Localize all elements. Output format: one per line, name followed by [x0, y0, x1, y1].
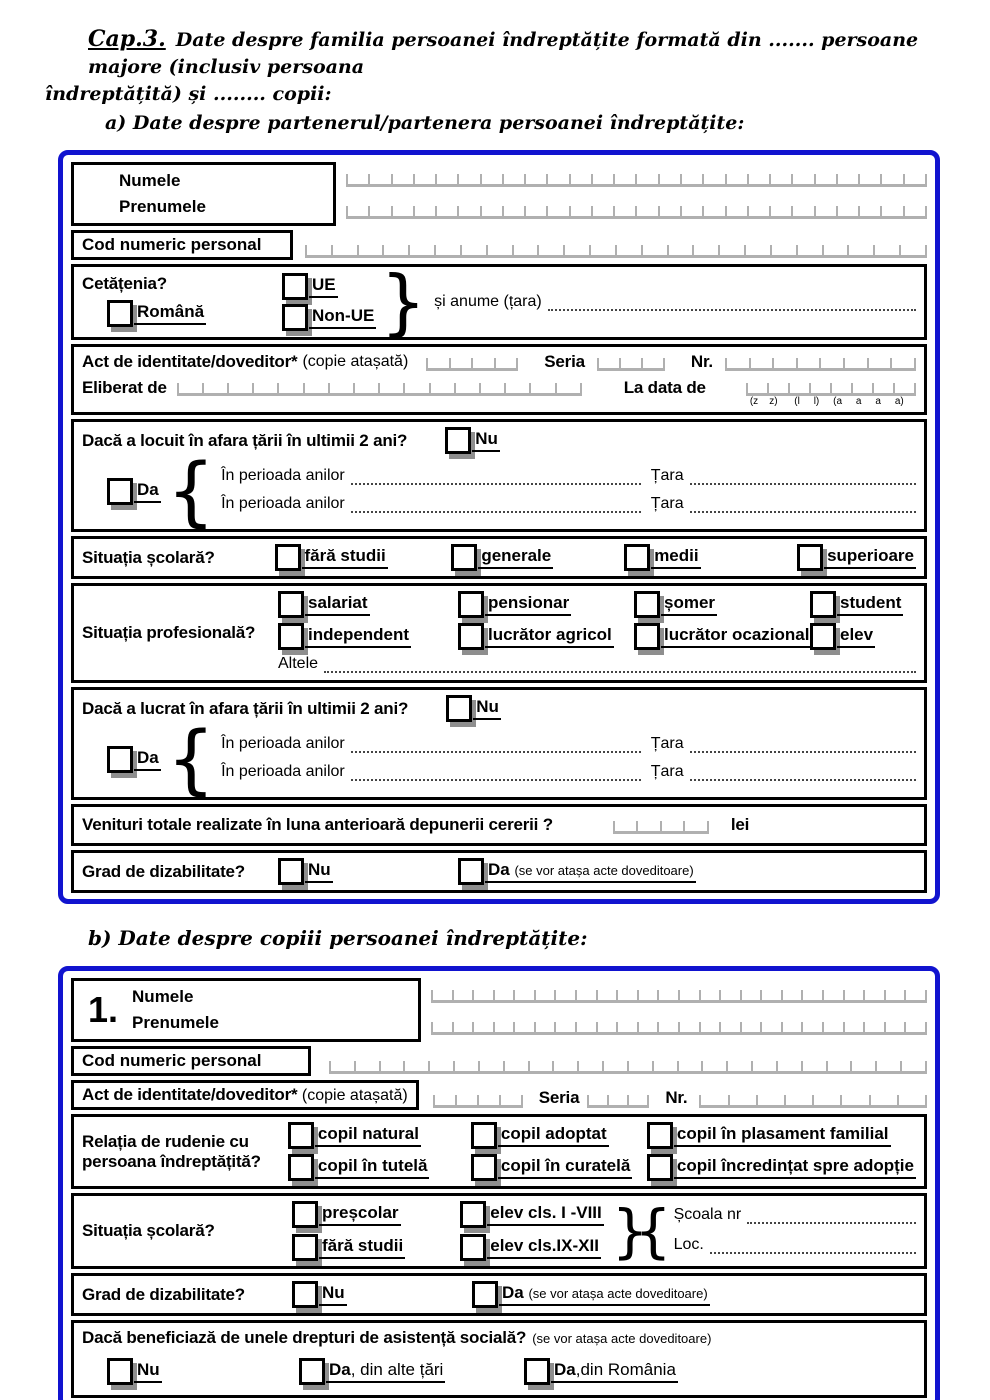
- social-yes-other-checkbox[interactable]: [299, 1358, 325, 1385]
- cnp-label: Cod numeric personal: [82, 1051, 262, 1070]
- name-label: Numele: [119, 171, 181, 190]
- id-doc-label: Act de identitate/doveditor*: [82, 352, 298, 371]
- option-label-rest: , din alte țări: [350, 1360, 444, 1379]
- chapter-text-line2: îndreptățită) și ........ copii:: [45, 83, 332, 105]
- disability-no-checkbox[interactable]: [278, 858, 304, 885]
- income-cells[interactable]: [613, 816, 709, 834]
- child-relation-section: [71, 1114, 927, 1189]
- surname-label: Prenumele: [119, 197, 206, 216]
- country-write-in[interactable]: [690, 500, 916, 513]
- copil-curatela-checkbox[interactable]: [471, 1154, 497, 1181]
- at-date-label: La data de: [623, 378, 706, 397]
- period-label: În perioada anilor: [221, 763, 345, 780]
- period-write-in[interactable]: [351, 472, 641, 485]
- country-label: Țara: [650, 735, 684, 752]
- disability-yes-option: [458, 858, 696, 885]
- school-label: Școala nr: [673, 1206, 742, 1223]
- option-label-rest: ,din România: [575, 1360, 676, 1379]
- education-option-2: [624, 544, 797, 571]
- elev-1-8-checkbox[interactable]: [460, 1201, 486, 1228]
- option-label: copil în plasament familial: [674, 1124, 891, 1147]
- partner-name-labels: [71, 162, 336, 226]
- country-label: Țara: [650, 467, 684, 484]
- id-doc-line1: [82, 352, 916, 372]
- chapter-text-line1: Date despre familia persoanei îndreptățite formată din ....... persoane majore (inclusiv persoana: [88, 29, 919, 78]
- country-note-label: și anume (țara): [434, 293, 542, 310]
- lived-abroad-question: Dacă a locuit în afara țării în ultimii 2 ani?: [82, 430, 408, 450]
- period-write-in[interactable]: [351, 740, 641, 753]
- worked-abroad-yes-checkbox[interactable]: [107, 746, 133, 773]
- disability-no-checkbox[interactable]: [292, 1281, 318, 1308]
- pensionar-checkbox[interactable]: [458, 591, 484, 618]
- social-question: Dacă beneficiază de unele drepturi de asistență socială?: [82, 1328, 527, 1347]
- education-option-0: [275, 544, 452, 571]
- non-ue-checkbox[interactable]: [282, 304, 308, 331]
- date-field: [746, 378, 916, 407]
- option-label: lucrător ocazional: [661, 625, 811, 648]
- lucrator-agricol-checkbox[interactable]: [458, 623, 484, 650]
- country-label: Țara: [650, 495, 684, 512]
- relation-question-line1: Relația de rudenie cu: [82, 1131, 249, 1151]
- option-label: fără studii: [319, 1236, 405, 1259]
- disability-yes-checkbox[interactable]: [472, 1281, 498, 1308]
- child-id-doc-label-box: [71, 1080, 419, 1110]
- plasament-familial-checkbox[interactable]: [647, 1122, 673, 1149]
- school-line: [674, 1206, 916, 1224]
- worked-abroad-no-checkbox[interactable]: [446, 695, 472, 722]
- partner-name-row: [71, 162, 927, 226]
- partner-disability-section: [71, 850, 927, 893]
- social-yes-ro-option: [524, 1358, 678, 1385]
- altele-write-in[interactable]: [324, 660, 916, 673]
- period-line-1: [221, 735, 916, 753]
- relation-options: [288, 1122, 916, 1181]
- partner-income-section: [71, 804, 927, 846]
- option-label: copil în curatelă: [498, 1156, 632, 1179]
- social-yes-other-option: [299, 1358, 524, 1385]
- profession-other-line: [278, 655, 916, 673]
- relation-row-2: [288, 1154, 916, 1181]
- ue-label: UE: [309, 275, 338, 298]
- surname-input-cells[interactable]: [431, 1017, 927, 1035]
- partner-box: [58, 150, 940, 904]
- citizenship-left: [82, 274, 282, 331]
- child-id-doc-row: [71, 1080, 927, 1110]
- income-question: Venituri totale realizate în luna anterioară depunerii cererii ?: [82, 815, 553, 834]
- option-label: copil încredințat spre adopție: [674, 1156, 916, 1179]
- section-a-title: a) Date despre partenerul/partenera persoanei îndreptățite:: [105, 112, 745, 134]
- id-doc-type-cells[interactable]: [426, 353, 518, 371]
- name-input-cells[interactable]: [431, 985, 927, 1003]
- profession-row-1: [278, 591, 916, 618]
- citizenship-brace: }: [380, 260, 427, 344]
- option-label: elev cls.IX-XII: [487, 1236, 601, 1259]
- option-label: șomer: [661, 593, 717, 616]
- disability-no-option: [278, 858, 458, 885]
- issued-by-cells[interactable]: [177, 378, 582, 396]
- citizenship-country-line: [434, 293, 916, 311]
- period-label: În perioada anilor: [221, 495, 345, 512]
- education-question: Situația școlară?: [82, 1221, 215, 1240]
- seria-cells[interactable]: [597, 353, 665, 371]
- relation-question: [82, 1132, 288, 1172]
- disability-no-option: [292, 1281, 472, 1308]
- section-b-title: b) Date despre copiii persoanei îndreptățite:: [88, 926, 588, 950]
- education-option-3: [797, 544, 916, 571]
- medii-checkbox[interactable]: [624, 544, 650, 571]
- seria-label: Seria: [538, 1088, 580, 1107]
- option-label: salariat: [305, 593, 370, 616]
- romana-checkbox[interactable]: [107, 300, 133, 327]
- option-label-bold: Da: [554, 1360, 576, 1379]
- elev-checkbox[interactable]: [810, 623, 836, 650]
- partner-cnp-row: [71, 230, 927, 260]
- worked-abroad-yes-block: [82, 714, 916, 803]
- lived-abroad-brace: {: [166, 446, 216, 535]
- worked-abroad-yes-label: Da: [134, 748, 161, 771]
- loc-write-in[interactable]: [710, 1241, 916, 1254]
- education-col-1: [292, 1201, 405, 1261]
- country-label: Țara: [650, 763, 684, 780]
- id-doc-label: Act de identitate/doveditor*: [82, 1085, 298, 1104]
- nr-cells[interactable]: [699, 1090, 927, 1108]
- id-doc-note: (copie atașată): [302, 353, 409, 370]
- social-note: (se vor atașa acte doveditoare): [532, 1330, 712, 1346]
- disability-question: Grad de dizabilitate?: [82, 861, 245, 881]
- lived-abroad-yes-checkbox[interactable]: [107, 478, 133, 505]
- school-fields: [674, 1206, 916, 1256]
- option-label: Da: [502, 1283, 524, 1302]
- option-label: Da: [488, 860, 510, 879]
- id-doc-line2: [82, 378, 916, 407]
- child-name-labels: [71, 978, 421, 1042]
- period-write-in[interactable]: [351, 768, 641, 781]
- child-cnp-label-box: [71, 1046, 311, 1076]
- non-ue-label: Non-UE: [309, 306, 376, 329]
- period-write-in[interactable]: [351, 500, 641, 513]
- lived-abroad-no-label: Nu: [472, 429, 500, 452]
- option-label: elev cls. I -VIII: [487, 1203, 604, 1226]
- name-label: Numele: [132, 987, 194, 1006]
- id-doc-type-cells[interactable]: [433, 1090, 523, 1108]
- child-social-section: [71, 1320, 927, 1398]
- country-write-in[interactable]: [690, 768, 916, 781]
- altele-label: Altele: [278, 655, 319, 672]
- child-box: [58, 966, 940, 1400]
- seria-cells[interactable]: [587, 1090, 649, 1108]
- superioare-checkbox[interactable]: [797, 544, 823, 571]
- lived-abroad-periods: [221, 467, 916, 515]
- relation-question-line2: persoana îndreptățită?: [82, 1151, 261, 1171]
- worked-abroad-question: Dacă a lucrat în afara țării în ultimii 2 ani?: [82, 698, 409, 718]
- fara-studii-checkbox[interactable]: [292, 1234, 318, 1261]
- romana-label: Română: [134, 302, 206, 325]
- surname-input-cells[interactable]: [346, 201, 927, 219]
- option-label: copil natural: [315, 1124, 421, 1147]
- option-label: copil adoptat: [498, 1124, 609, 1147]
- elev-9-12-checkbox[interactable]: [460, 1234, 486, 1261]
- child-name-row: [71, 978, 927, 1042]
- disability-note: (se vor atașa acte doveditoare): [514, 863, 694, 878]
- school-write-in[interactable]: [747, 1211, 916, 1224]
- fara-studii-checkbox[interactable]: [275, 544, 301, 571]
- chapter-header: [0, 0, 990, 134]
- option-label-bold: Da: [329, 1360, 351, 1379]
- partner-lived-abroad-section: [71, 419, 927, 535]
- social-question-line: [82, 1328, 916, 1348]
- incredintat-adoptie-checkbox[interactable]: [647, 1154, 673, 1181]
- generale-checkbox[interactable]: [451, 544, 477, 571]
- partner-education-section: [71, 536, 927, 579]
- period-line-1: [221, 467, 916, 485]
- option-label: generale: [478, 546, 553, 569]
- child-disability-section: [71, 1273, 927, 1316]
- country-write-in[interactable]: [690, 740, 916, 753]
- country-write-in[interactable]: [548, 298, 916, 311]
- period-label: În perioada anilor: [221, 735, 345, 752]
- chapter-label: Cap.3.: [88, 26, 166, 52]
- copil-adoptat-checkbox[interactable]: [471, 1122, 497, 1149]
- social-no-checkbox[interactable]: [107, 1358, 133, 1385]
- nr-label: Nr.: [690, 352, 713, 371]
- disability-yes-option: [472, 1281, 710, 1308]
- copil-natural-checkbox[interactable]: [288, 1122, 314, 1149]
- lived-abroad-yes-label: Da: [134, 480, 161, 503]
- citizenship-eu-col: [282, 273, 376, 331]
- lucrator-ocazional-checkbox[interactable]: [634, 623, 660, 650]
- id-doc-note: (copie atașată): [301, 1087, 408, 1104]
- disability-yes-checkbox[interactable]: [458, 858, 484, 885]
- option-label: student: [837, 593, 903, 616]
- citizenship-question: Cetățenia?: [82, 273, 167, 293]
- student-checkbox[interactable]: [810, 591, 836, 618]
- option-label: Nu: [319, 1283, 347, 1306]
- cnp-input-cells[interactable]: [329, 1056, 927, 1074]
- child-education-section: [71, 1193, 927, 1269]
- partner-id-doc-section: [71, 344, 927, 415]
- disability-question: Grad de dizabilitate?: [82, 1284, 245, 1304]
- option-label: preșcolar: [319, 1203, 401, 1226]
- cnp-input-cells[interactable]: [305, 240, 927, 258]
- partner-citizenship-section: [71, 260, 927, 344]
- currency-label: lei: [730, 815, 750, 834]
- education-option-1: [451, 544, 624, 571]
- loc-line: [674, 1236, 916, 1254]
- option-label: Nu: [134, 1360, 162, 1383]
- somer-checkbox[interactable]: [634, 591, 660, 618]
- partner-cnp-label-box: [71, 230, 293, 260]
- social-yes-ro-checkbox[interactable]: [524, 1358, 550, 1385]
- option-label: medii: [651, 546, 700, 569]
- profession-row-2: [278, 623, 916, 650]
- nr-label: Nr.: [665, 1088, 688, 1107]
- child-number: 1.: [88, 989, 119, 1030]
- period-line-2: [221, 495, 916, 513]
- option-label: elev: [837, 625, 875, 648]
- citizenship-option-romana: [107, 300, 282, 327]
- school-brace: }{: [611, 1197, 658, 1265]
- worked-abroad-no-label: Nu: [473, 697, 501, 720]
- prescolar-checkbox[interactable]: [292, 1201, 318, 1228]
- partner-name-fields: [336, 162, 927, 226]
- copil-tutela-checkbox[interactable]: [288, 1154, 314, 1181]
- seria-label: Seria: [544, 352, 585, 371]
- education-question: Situația școlară?: [82, 547, 215, 567]
- lived-abroad-yes-block: [82, 446, 916, 535]
- period-label: În perioada anilor: [221, 467, 345, 484]
- cnp-label: Cod numeric personal: [82, 235, 262, 254]
- disability-note: (se vor atașa acte doveditoare): [528, 1286, 708, 1301]
- worked-abroad-periods: [221, 735, 916, 783]
- profession-question: Situația profesională?: [82, 623, 256, 642]
- education-col-2: [460, 1201, 604, 1261]
- loc-label: Loc.: [673, 1236, 704, 1253]
- partner-worked-abroad-section: [71, 687, 927, 803]
- lived-abroad-no-checkbox[interactable]: [445, 427, 471, 454]
- date-format-hint: (z z) (l l) (a a a a): [749, 396, 904, 407]
- citizenship-option-non-ue: [282, 304, 376, 331]
- option-label: lucrător agricol: [485, 625, 614, 648]
- profession-options: [278, 591, 916, 675]
- partner-profession-section: [71, 583, 927, 683]
- issued-by-label: Eliberat de: [82, 378, 167, 397]
- option-label: independent: [305, 625, 411, 648]
- child-name-fields: [421, 978, 927, 1042]
- name-input-cells[interactable]: [346, 169, 927, 187]
- country-write-in[interactable]: [690, 472, 916, 485]
- option-label: Nu: [305, 860, 333, 883]
- period-line-2: [221, 763, 916, 781]
- ue-checkbox[interactable]: [282, 273, 308, 300]
- citizenship-option-ue: [282, 273, 376, 300]
- social-options-row: [82, 1358, 916, 1385]
- option-label: fără studii: [302, 546, 388, 569]
- date-cells[interactable]: [746, 378, 916, 396]
- option-label: copil în tutelă: [315, 1156, 430, 1179]
- nr-cells[interactable]: [725, 353, 916, 371]
- option-label: pensionar: [485, 593, 571, 616]
- relation-row-1: [288, 1122, 916, 1149]
- surname-label: Prenumele: [132, 1013, 219, 1032]
- worked-abroad-brace: {: [166, 714, 216, 803]
- salariat-checkbox[interactable]: [278, 591, 304, 618]
- independent-checkbox[interactable]: [278, 623, 304, 650]
- option-label: superioare: [824, 546, 916, 569]
- social-no-option: [107, 1358, 299, 1385]
- child-cnp-row: [71, 1046, 927, 1076]
